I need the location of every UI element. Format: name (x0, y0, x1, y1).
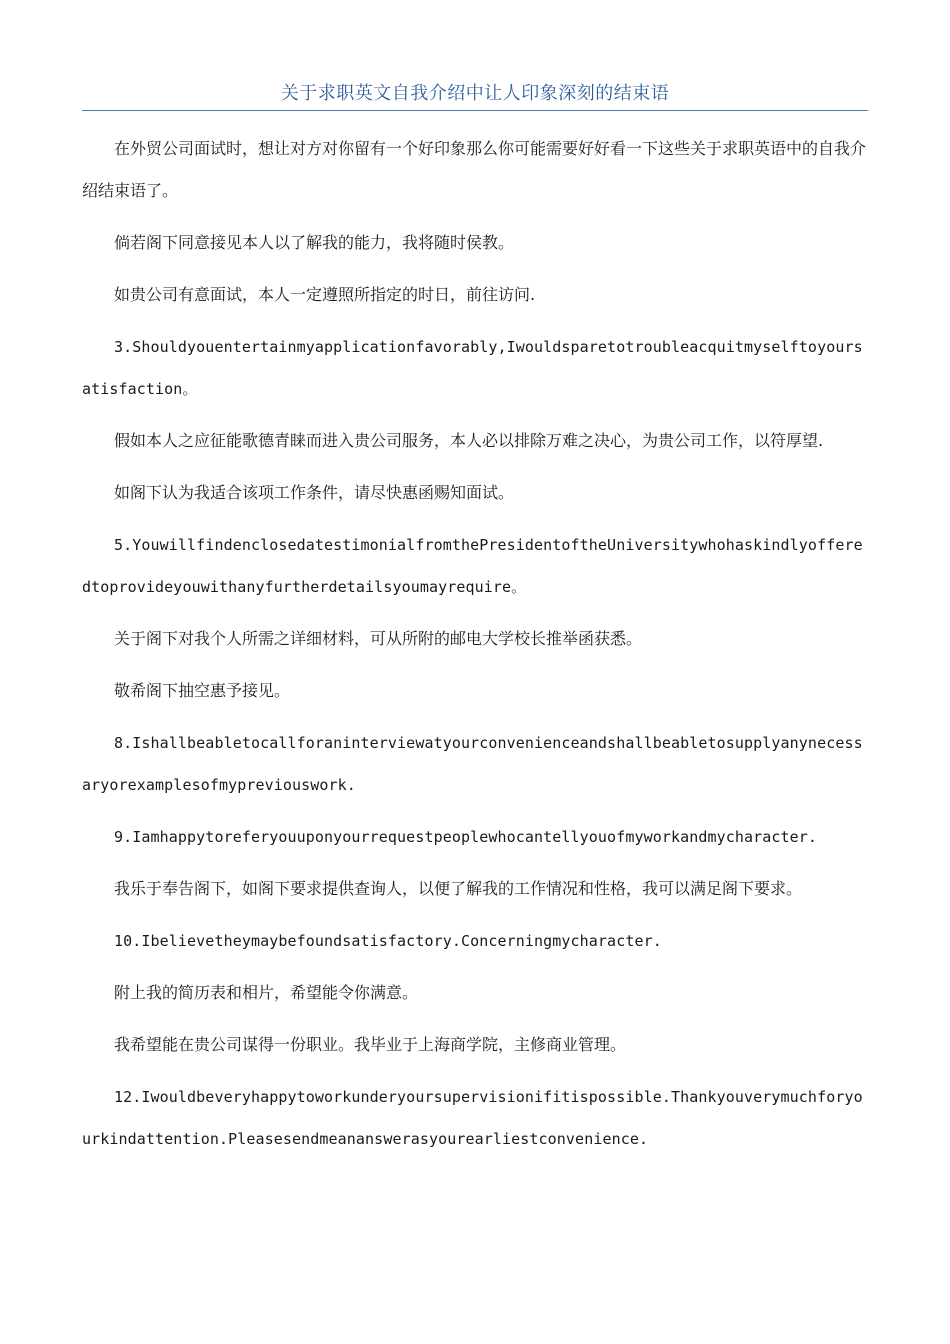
paragraph-english: 3.Shouldyouentertainmyapplicationfavorably,Iwouldsparetotroubleacquitmyselftoyoursatisfaction。 (82, 338, 863, 398)
paragraph-english: 12.Iwouldbeveryhappytoworkunderyoursupervisionifitispossible.Thankyouverymuchforyourkindattention.Pleasesendmeananswerasyourearliestconvenience. (82, 1088, 863, 1148)
paragraph: 如贵公司有意面试，本人一定遵照所指定的时日，前往访问. (114, 285, 536, 304)
paragraph: 敬希阁下抽空惠予接见。 (114, 681, 291, 700)
paragraph: 倘若阁下同意接见本人以了解我的能力，我将随时侯教。 (114, 233, 515, 252)
paragraph-english: 8.Ishallbeabletocallforaninterviewatyourconvenienceandshallbeabletosupplyanynecessaryorexamplesofmypreviouswork. (82, 734, 863, 794)
paragraph: 我乐于奉告阁下，如阁下要求提供查询人，以便了解我的工作情况和性格，我可以满足阁下要求。 (114, 879, 803, 898)
paragraph: 假如本人之应征能歌德青睐而进入贵公司服务，本人必以排除万难之决心，为贵公司工作，以符厚望. (114, 431, 824, 450)
document-header (82, 80, 868, 111)
paragraph: 如阁下认为我适合该项工作条件，请尽快惠函赐知面试。 (114, 483, 515, 502)
paragraph-english: 10.Ibelievetheymaybefoundsatisfactory.Concerningmycharacter. (114, 932, 662, 950)
document-title: 关于求职英文自我介绍中让人印象深刻的结束语 (280, 83, 670, 104)
document-body (82, 128, 868, 1160)
paragraph-intro: 在外贸公司面试时，想让对方对你留有一个好印象那么你可能需要好好看一下这些关于求职英语中的自我介绍结束语了。 (82, 139, 867, 200)
paragraph-english: 5.YouwillfindenclosedatestimonialfromthePresidentoftheUniversitywhohaskindlyofferedtoprovideyouwithanyfurtherdetailsyoumayrequire。 (82, 536, 863, 596)
paragraph: 关于阁下对我个人所需之详细材料，可从所附的邮电大学校长推举函获悉。 (114, 629, 643, 648)
paragraph: 我希望能在贵公司谋得一份职业。我毕业于上海商学院，主修商业管理。 (114, 1035, 627, 1054)
paragraph: 附上我的简历表和相片，希望能令你满意。 (114, 983, 419, 1002)
paragraph-english: 9.Iamhappytoreferyouuponyourrequestpeoplewhocantellyouofmyworkandmycharacter. (114, 828, 818, 846)
